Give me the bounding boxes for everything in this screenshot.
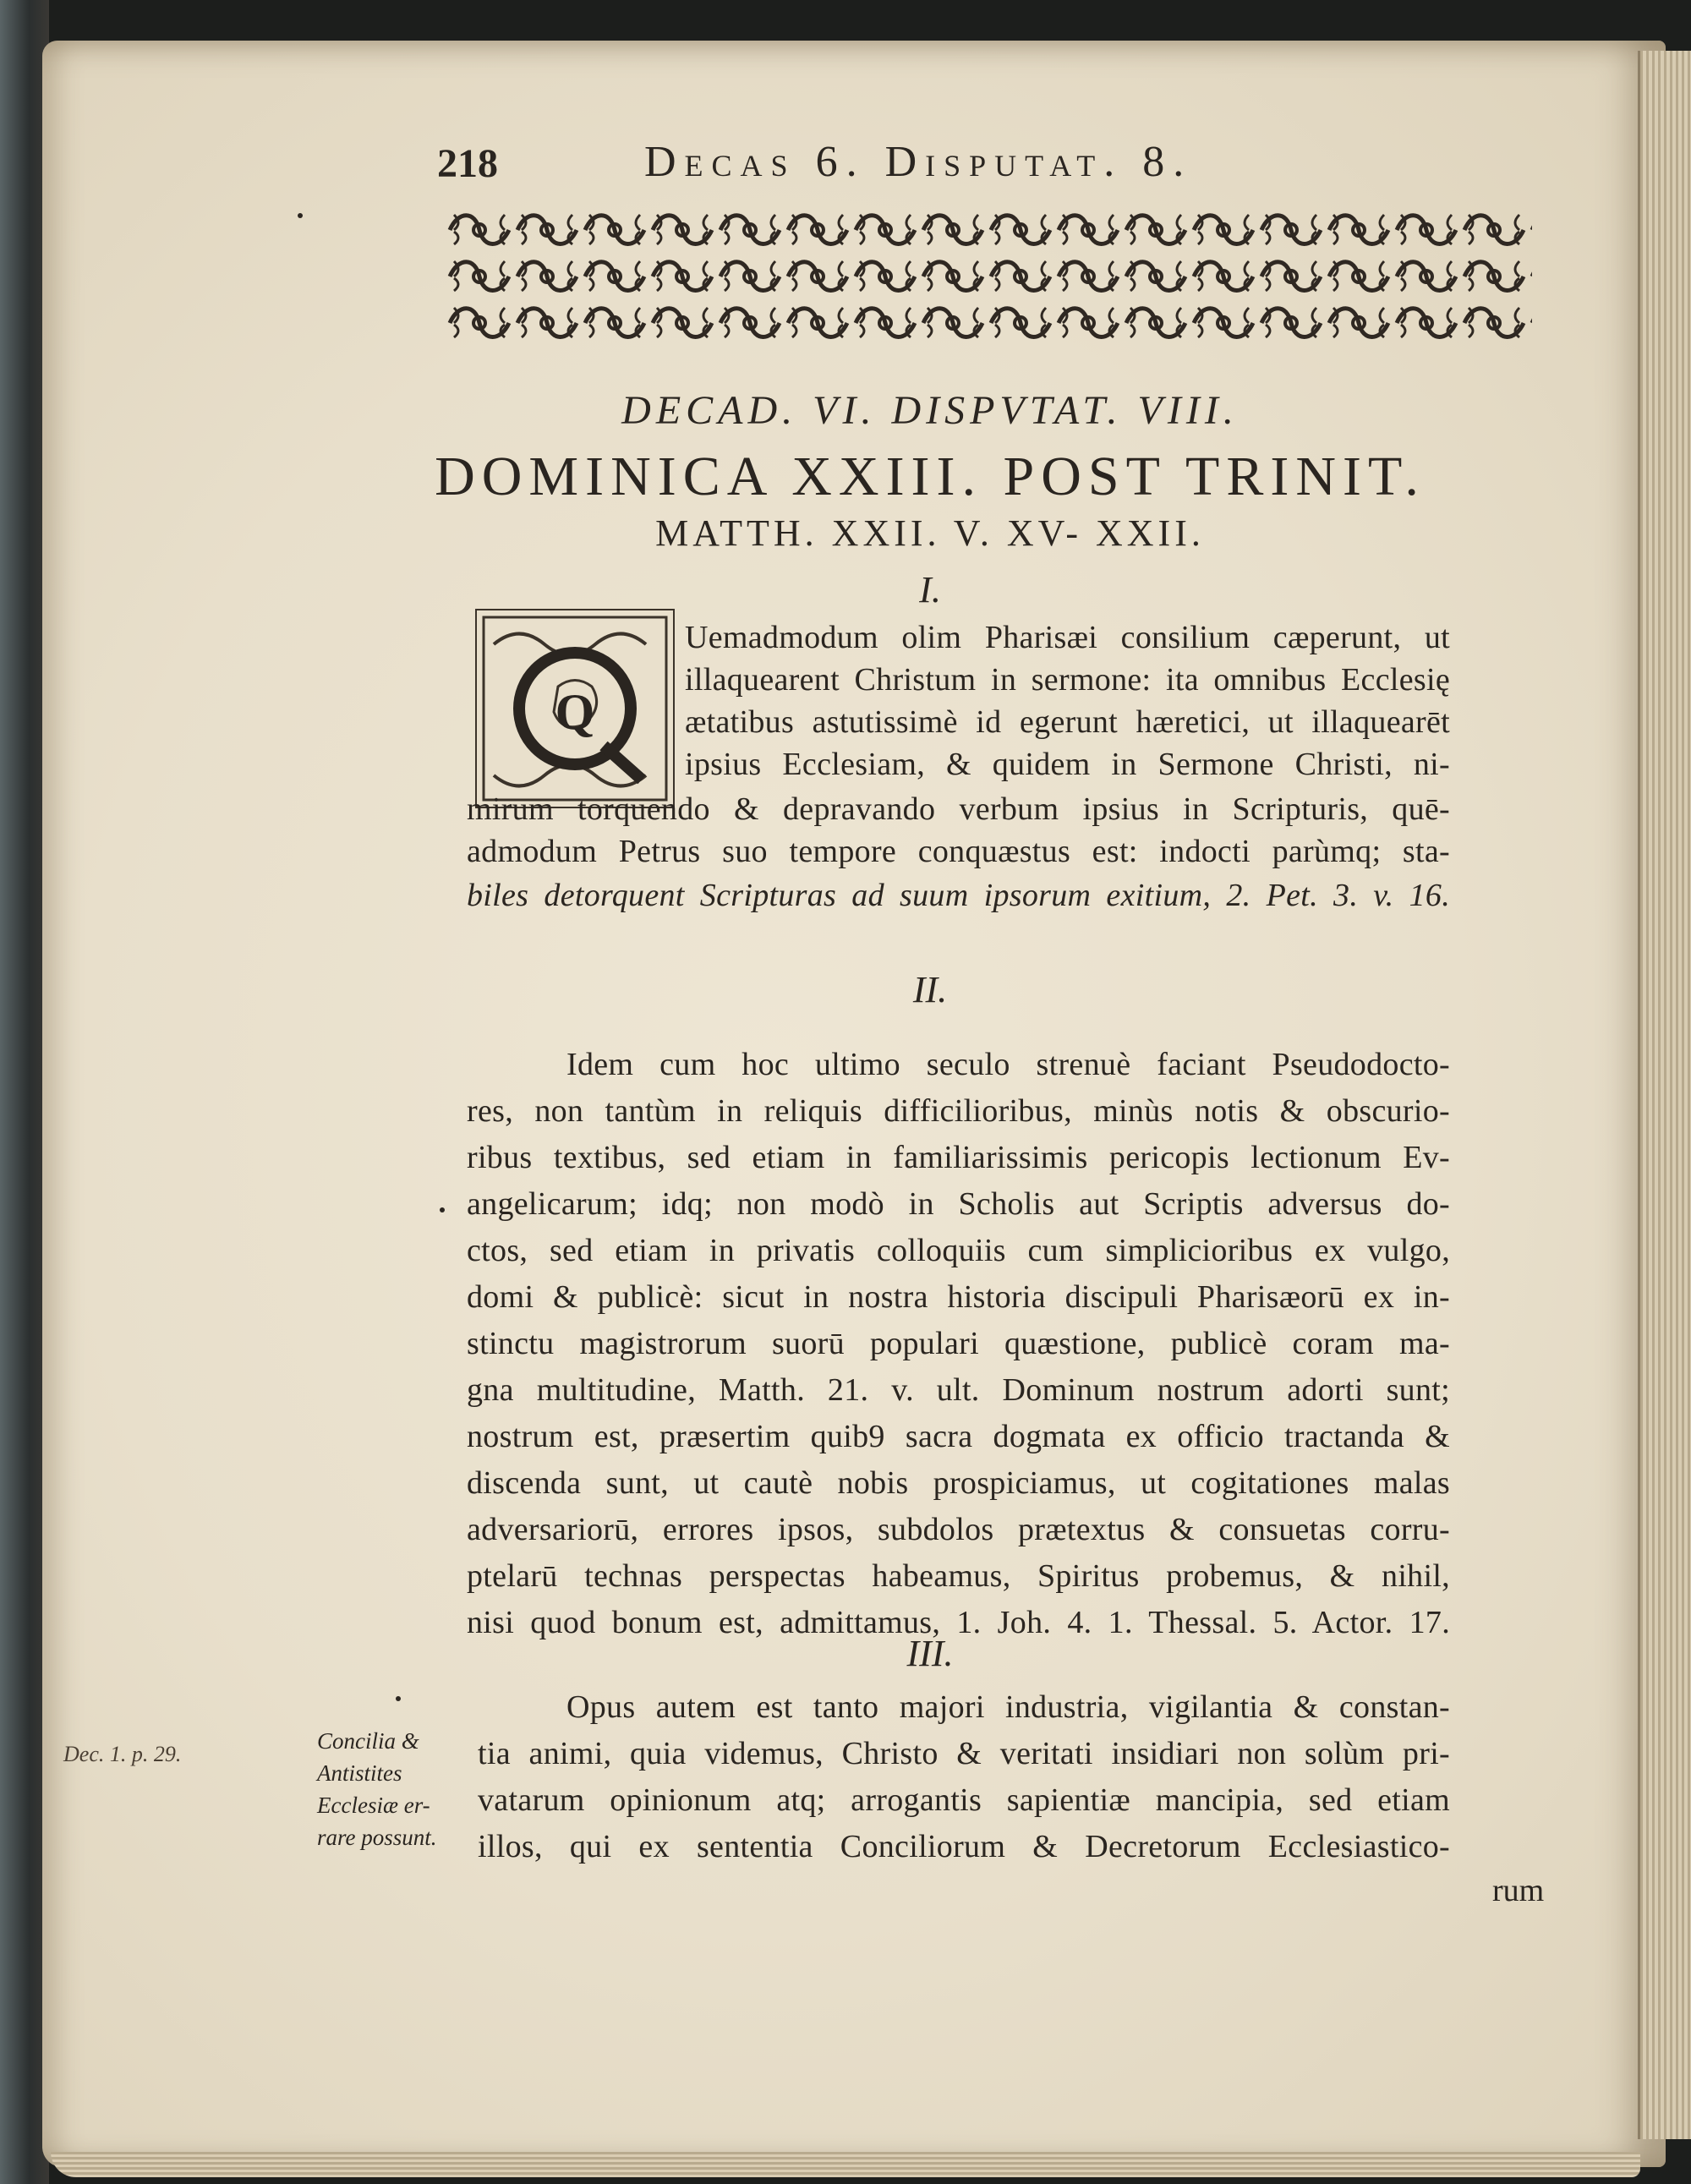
text-line: adversariorū, errores ipsos, subdolos prætextus & consuetas corru- xyxy=(467,1512,1450,1547)
ink-speck xyxy=(396,1696,401,1701)
catchword: rum xyxy=(1492,1873,1545,1908)
text-line: nostrum est, præsertim quib9 sacra dogmata ex officio tractanda & xyxy=(467,1419,1450,1454)
text-line: stinctu magistrorum suorū populari quæstione, publicè coram ma- xyxy=(467,1326,1450,1361)
text-line: Idem cum hoc ultimo seculo strenuè faciant Pseudodocto- xyxy=(566,1047,1450,1082)
text-line: ctos, sed etiam in privatis colloquiis cum simplicioribus ex vulgo, xyxy=(467,1233,1450,1268)
dropcap-q xyxy=(475,609,675,808)
side-note-line: rare possunt. xyxy=(317,1825,437,1850)
text-line: ptelarū technas perspectas habeamus, Spiritus probemus, & nihil, xyxy=(467,1558,1450,1594)
section-number: III. xyxy=(906,1633,954,1674)
dropcap-letter: Q xyxy=(555,684,595,740)
text-line: angelicarum; idq; non modò in Scholis aut Scriptis adversus do- xyxy=(467,1186,1450,1222)
text-line: nisi quod bonum est, admittamus, 1. Joh. 4. 1. Thessal. 5. Actor. 17. xyxy=(467,1605,1450,1640)
text-line: Opus autem est tanto majori industria, vigilantia & constan- xyxy=(566,1689,1450,1725)
side-note-line: Ecclesiæ er- xyxy=(317,1793,430,1818)
ink-speck xyxy=(298,213,303,218)
page-fore-edge xyxy=(1638,51,1691,2139)
text-line: illaquearent Christum in sermone: ita omnibus Ecclesię xyxy=(685,662,1450,698)
text-line: vatarum opinionum atq; arrogantis sapientiæ mancipia, sed etiam xyxy=(478,1782,1450,1818)
running-head: Decas 6. Disputat. 8. xyxy=(644,138,1193,186)
decorative-ornament-band xyxy=(446,206,1532,346)
dropcap-ornament-icon xyxy=(477,610,673,807)
section-number: II. xyxy=(912,969,948,1010)
dominica-heading: DOMINICA XXIII. POST TRINIT. xyxy=(435,446,1426,507)
text-line: ribus textibus, sed etiam in familiarissimis pericopis lectionum Ev- xyxy=(467,1140,1450,1175)
text-line: discenda sunt, ut cautè nobis prospiciamus, ut cogitationes malas xyxy=(467,1465,1450,1501)
decad-heading: DECAD. VI. DISPVTAT. VIII. xyxy=(621,388,1239,433)
page-number: 218 xyxy=(437,141,498,186)
text-line: admodum Petrus suo tempore conquæstus est: indocti parùmq; sta- xyxy=(467,834,1450,869)
section-number: I. xyxy=(919,569,941,610)
ink-speck xyxy=(440,1207,445,1212)
matthew-reference-heading: MATTH. XXII. V. XV- XXII. xyxy=(655,512,1205,554)
text-line: ipsius Ecclesiam, & quidem in Sermone Christi, ni- xyxy=(685,747,1450,782)
text-line: Uemadmodum olim Pharisæi consilium cæperunt, ut xyxy=(685,620,1450,655)
text-line: res, non tantùm in reliquis difficilioribus, minùs notis & obscurio- xyxy=(467,1093,1450,1129)
page-bottom-edge xyxy=(51,2152,1640,2177)
text-line: ætatibus astutissimè id egerunt hæretici, ut illaquearēt xyxy=(685,704,1450,740)
side-note-line: Antistites xyxy=(317,1760,402,1786)
text-line: domi & publicè: sicut in nostra historia discipuli Pharisæorū ex in- xyxy=(467,1279,1450,1315)
manuscript-annotation: Dec. 1. p. 29. xyxy=(63,1742,182,1766)
text-line: illos, qui ex sententia Conciliorum & Decretorum Ecclesiastico- xyxy=(478,1829,1450,1864)
text-line: gna multitudine, Matth. 21. v. ult. Dominum nostrum adorti sunt; xyxy=(467,1372,1450,1408)
side-note-line: Concilia & xyxy=(317,1728,419,1754)
text-line: tia animi, quia videmus, Christo & veritati insidiari non solùm pri- xyxy=(478,1736,1450,1771)
text-line: mirum torquendo & depravando verbum ipsius in Scripturis, quē- xyxy=(467,791,1450,827)
running-header xyxy=(437,137,1291,196)
text-line: biles detorquent Scripturas ad suum ipsorum exitium, 2. Pet. 3. v. 16. xyxy=(467,878,1450,913)
